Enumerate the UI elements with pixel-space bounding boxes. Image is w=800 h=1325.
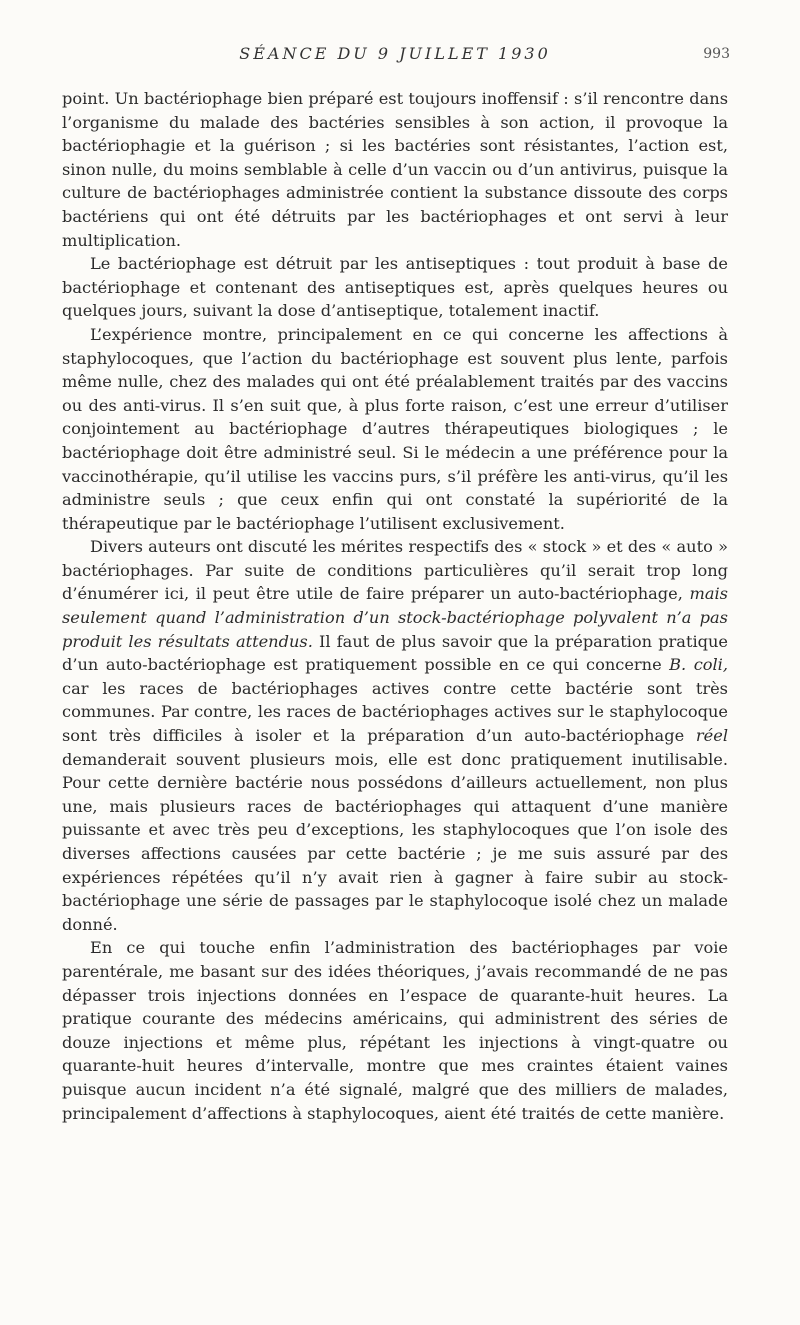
paragraph-4-part-e: car les races de bactériophages actives contre cette bactérie sont très communes. Par contre, les races de bactériophages actives sur le staphylocoque sont très difficiles à isoler et la préparation d’un auto-bactériophage [62,678,728,746]
emphasis-reel: réel [695,726,728,746]
paragraph-4-part-a: Divers auteurs ont discuté les mérites respectifs des « stock » et des « auto » bactériophages. Par suite de conditions particulières qu’il serait trop long d’énumérer ici, il peut être utile de faire préparer un auto-bactériophage, [62,537,728,604]
running-head-title: SÉANCE DU 9 JUILLET 1930 [239,44,551,63]
paragraph-5: En ce qui touche enfin l’administration des bactériophages par voie parentérale, me basant sur des idées théoriques, j’avais recommandé de ne pas dépasser trois injections données en l’espace de quarante-huit heures. La pratique courante des médecins américains, qui administrent des séries de douze injections et même plus, répétant les injections à vingt-quatre ou quarante-huit heures d’intervalle, montre que mes craintes étaient vaines puisque aucun incident n’a été signalé, malgré que des milliers de malades, principalement d’affections à staphylocoques, aient été traités de cette manière. [62,938,728,1123]
body-text [62,87,728,1125]
paragraph-4-part-g: demanderait souvent plusieurs mois, elle est donc pratiquement inutilisable. Pour cette dernière bactérie nous possédons d’ailleurs actuellement, non plus une, mais plusieurs races de bactériophages qui attaquent d’une manière puissante et avec très peu d’exceptions, les staphylocoques que l’on isole des diverses affections causées par cette bactérie ; je me suis assuré par des expériences répétées qu’il n’y avait rien à gagner à faire subir au stock-bactériophage une série de passages par le staphylocoque isolé chez un malade donné. [62,749,728,934]
species-name-b-coli: B. coli, [669,655,729,675]
paragraph-4-part-c: Il faut de plus savoir que la préparation pratique d’un auto-bactériophage est pratiquement possible en ce qui concerne [62,631,728,675]
paragraph-2: Le bactériophage est détruit par les antiseptiques : tout produit à base de bactériophage et contenant des antiseptiques est, après quelques heures ou quelques jours, suivant la dose d’antiseptique, totalement inactif. [62,254,728,321]
page-number: 993 [703,46,730,62]
paragraph-1: point. Un bactériophage bien préparé est toujours inoffensif : s’il rencontre dans l’organisme du malade des bactéries sensibles à son action, il provoque la bactériophagie et la guérison ; si les bactéries sont résistantes, l’action est, sinon nulle, du moins semblable à celle d’un vaccin ou d’un antivirus, puisque la culture de bactériophages administrée contient la substance dissoute des corps bactériens qui ont été détruits par les bactériophages et ont servi à leur multiplication. [62,89,728,250]
paragraph-4 [62,535,728,936]
paragraph-3: L’expérience montre, principalement en ce qui concerne les affections à staphylocoques, que l’action du bactériophage est souvent plus lente, parfois même nulle, chez des malades qui ont été préalablement traités par des vaccins ou des anti-virus. Il s’en suit que, à plus forte raison, c’est une erreur d’utiliser conjointement au bactériophage d’autres thérapeutiques biologiques ; le bactériophage doit être administré seul. Si le médecin a une préférence pour la vaccinothérapie, qu’il utilise les vaccins purs, s’il préfère les anti-virus, qu’il les administre seuls ; que ceux enfin qui ont constaté la supériorité de la thérapeutique par le bactériophage l’utilisent exclusivement. [62,324,728,533]
running-head [60,44,730,70]
paragraph-4-emphasis: mais seulement quand l’administration d’un stock-bactériophage polyvalent n’a pas produit les résultats attendus. [62,584,728,651]
